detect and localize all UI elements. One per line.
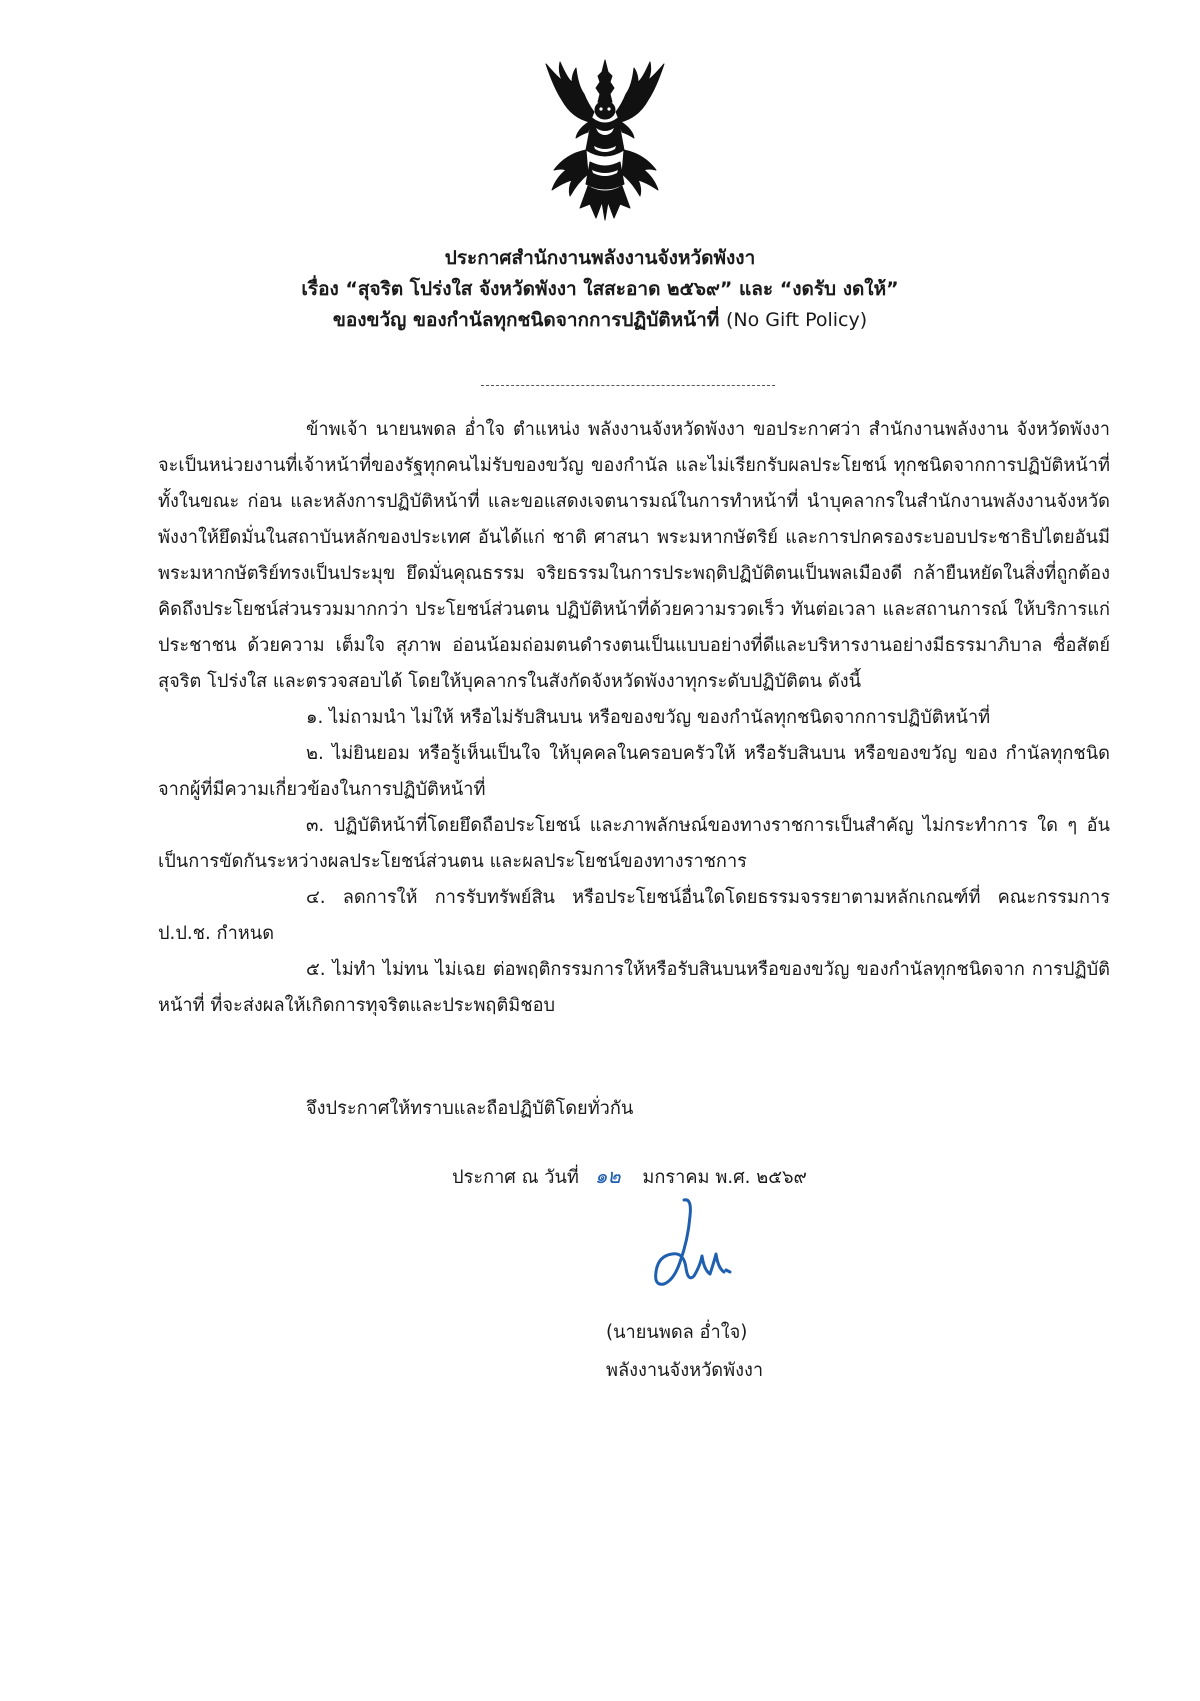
garuda-emblem-icon xyxy=(532,58,678,226)
list-item-3 xyxy=(158,808,1110,880)
list-item-line: กำนัลทุกชนิดจากผู้ที่มีความเกี่ยวข้องในการปฏิบัติหน้าที่ xyxy=(158,743,1110,800)
list-item-1 xyxy=(158,700,1110,736)
list-item-line: คณะกรรมการ ป.ป.ช. กำหนด xyxy=(158,887,1110,944)
date-prefix: ประกาศ ณ วันที่ xyxy=(452,1167,579,1188)
title-english-policy: (No Gift Policy) xyxy=(725,309,868,331)
announcement-date xyxy=(452,1160,807,1192)
signatory-position: พลังงานจังหวัดพังงา xyxy=(606,1360,764,1381)
list-item-line: ๓. ปฏิบัติหน้าที่โดยยึดถือประโยชน์ และภาพลักษณ์ของทางราชการเป็นสำคัญ ไม่กระทำการ xyxy=(306,815,1028,836)
list-item-line: ๔. ลดการให้ การรับทรัพย์สิน หรือประโยชน์อื่นใดโดยธรรมจรรยาตามหลักเกณฑ์ที่ xyxy=(306,887,981,908)
intro-line: ข้าพเจ้า นายนพดล อ่ำใจ ตำแหน่ง พลังงานจังหวัดพังงา ขอประกาศว่า สำนักงานพลังงาน xyxy=(306,419,1009,440)
list-item-line: ๒. ไม่ยินยอม หรือรู้เห็นเป็นใจ ให้บุคคลในครอบครัวให้ หรือรับสินบน หรือของขวัญ ของ xyxy=(306,743,998,764)
intro-line: โปร่งใส และตรวจสอบได้ โดยให้บุคลากรในสังกัดจังหวัดพังงาทุกระดับปฏิบัติตน ดังนี้ xyxy=(207,671,862,692)
date-day-handwritten: ๑๒ xyxy=(594,1164,621,1188)
announcement-body xyxy=(158,412,1110,1024)
intro-line: ประโยชน์ส่วนตน ปฏิบัติหน้าที่ด้วยความรวดเร็ว ทันต่อเวลา และสถานการณ์ ให้บริการแก่ประชาชน ด้วยความ xyxy=(158,599,1110,656)
intro-line: นำบุคลากรในสำนักงานพลังงานจังหวัดพังงาให้ยึดมั่นในสถาบันหลักของประเทศ อันได้แก่ ชาติ ศาสนา xyxy=(158,491,1110,548)
date-suffix: มกราคม พ.ศ. ๒๕๖๙ xyxy=(642,1167,807,1188)
list-item-line: ๕. ไม่ทำ ไม่ทน ไม่เฉย ต่อพฤติกรรมการให้หรือรับสินบนหรือของขวัญ ของกำนัลทุกชนิดจาก xyxy=(306,959,1025,980)
announcement-title xyxy=(100,243,1100,336)
intro-line: จังหวัดพังงา จะเป็นหน่วยงานที่เจ้าหน้าที่ของรัฐทุกคนไม่รับของขวัญ ของกำนัล และไม่เรียกรับผลประโยชน์ xyxy=(158,419,1110,476)
title-line-2: เรื่อง “สุจริต โปร่งใส จังหวัดพังงา ใสสะอาด ๒๕๖๙” และ “งดรับ งดให้” xyxy=(301,278,899,300)
list-item-line: การปฏิบัติหน้าที่ ที่จะส่งผลให้เกิดการทุจริตและประพฤติมิชอบ xyxy=(158,959,1110,1016)
list-item-line: ๑. ไม่ถามนำ ไม่ให้ หรือไม่รับสินบน หรือของขวัญ ของกำนัลทุกชนิดจากการปฏิบัติหน้าที่ xyxy=(306,707,991,728)
handwritten-signature-icon xyxy=(644,1196,744,1306)
intro-paragraph xyxy=(158,412,1110,700)
list-item-line: ใด ๆ อันเป็นการขัดกันระหว่างผลประโยชน์ส่วนตน และผลประโยชน์ของทางราชการ xyxy=(158,815,1110,872)
closing-statement: จึงประกาศให้ทราบและถือปฏิบัติโดยทั่วกัน xyxy=(306,1098,634,1119)
title-line-3 xyxy=(100,305,1100,336)
title-line-1: ประกาศสำนักงานพลังงานจังหวัดพังงา xyxy=(444,247,756,269)
intro-line: เต็มใจ สุภาพ อ่อนน้อมถ่อมตนดำรงตนเป็นแบบอย่างที่ดีและบริหารงานอย่างมีธรรมาภิบาล ซื่อสัตย์สุจริต xyxy=(158,635,1110,692)
list-item-4 xyxy=(158,880,1110,952)
intro-line: ทุกชนิดจากการปฏิบัติหน้าที่ ทั้งในขณะ ก่อน และหลังการปฏิบัติหน้าที่ และขอแสดงเจตนารมณ์ในการทำหน้าที่ xyxy=(158,455,1110,512)
title-divider xyxy=(481,385,775,386)
list-item-5 xyxy=(158,952,1110,1024)
title-line-3-main: ของขวัญ ของกำนัลทุกชนิดจากการปฏิบัติหน้าที่ xyxy=(332,309,726,331)
list-item-2 xyxy=(158,736,1110,808)
intro-line: พระมหากษัตริย์ และการปกครองระบอบประชาธิปไตยอันมีพระมหากษัตริย์ทรงเป็นประมุข ยึดมั่นคุณธรรม xyxy=(158,527,1110,584)
signatory-name: (นายนพดล อ่ำใจ) xyxy=(606,1322,748,1343)
intro-line: จริยธรรมในการประพฤติปฏิบัติตนเป็นพลเมืองดี กล้ายืนหยัดในสิ่งที่ถูกต้อง คิดถึงประโยชน์ส่วนรวมมากกว่า xyxy=(158,563,1110,620)
